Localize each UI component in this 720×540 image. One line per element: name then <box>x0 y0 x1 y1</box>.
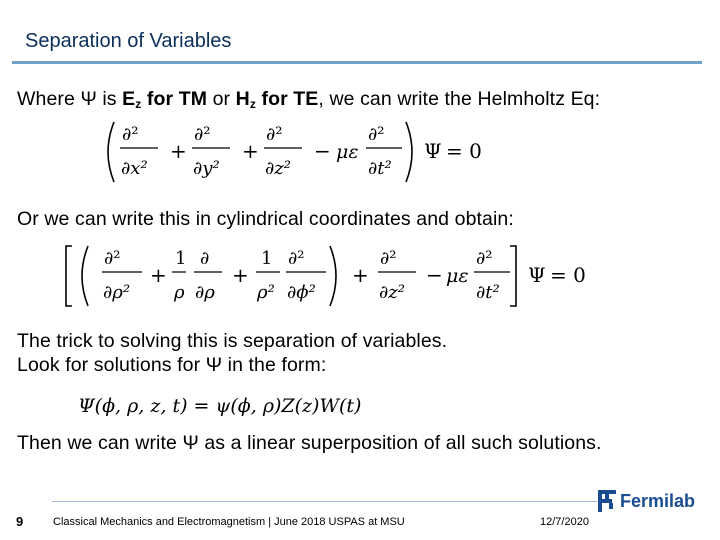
svg-text:∂t²: ∂t² <box>476 282 500 303</box>
svg-text:−: − <box>314 139 331 163</box>
equation-helmholtz-cartesian <box>100 118 500 191</box>
svg-text:∂z²: ∂z² <box>265 158 292 179</box>
fermilab-logo <box>598 490 695 512</box>
line1-pre: Where Ψ is <box>17 88 123 110</box>
svg-text:+: + <box>352 263 369 287</box>
svg-text:∂ρ²: ∂ρ² <box>103 282 131 303</box>
text-line-solution-form: Look for solutions for Ψ in the form: <box>17 354 327 376</box>
fermilab-logo-icon <box>598 490 616 512</box>
svg-text:= 0: = 0 <box>446 139 482 163</box>
svg-text:∂y²: ∂y² <box>193 158 220 179</box>
text-line-cylindrical: Or we can write this in cylindrical coordinates and obtain: <box>17 208 514 230</box>
slide-title: Separation of Variables <box>25 30 232 52</box>
svg-text:με: με <box>446 265 469 287</box>
text-line-superposition: Then we can write Ψ as a linear superposition of all such solutions. <box>17 432 602 454</box>
equation-helmholtz-cylindrical <box>62 242 602 315</box>
svg-text:−: − <box>426 263 443 287</box>
svg-text:∂z²: ∂z² <box>379 282 406 303</box>
line1-hz: $H_z$ for TE <box>235 88 319 111</box>
svg-text:1: 1 <box>261 248 273 269</box>
svg-text:∂t²: ∂t² <box>368 158 392 179</box>
svg-text:∂²: ∂² <box>476 248 493 269</box>
line1-ez: $E_z$ for TM <box>122 88 208 111</box>
footer-divider <box>52 501 597 502</box>
line1-post: , we can write the Helmholtz Eq: <box>318 88 601 110</box>
svg-text:∂²: ∂² <box>368 124 385 145</box>
text-line-trick: The trick to solving this is separation of variables. <box>17 330 448 352</box>
svg-text:+: + <box>150 263 167 287</box>
svg-text:∂²: ∂² <box>380 248 397 269</box>
svg-text:με: με <box>336 141 359 163</box>
svg-text:∂²: ∂² <box>122 124 139 145</box>
svg-text:+: + <box>232 263 249 287</box>
fermilab-logo-text: Fermilab <box>620 490 696 511</box>
line1-mid: or <box>207 88 236 110</box>
title-divider <box>12 61 702 64</box>
equation-separation-form <box>78 390 418 425</box>
svg-text:∂ρ: ∂ρ <box>195 282 215 303</box>
svg-text:Ψ(ϕ, ρ, z, t) = ψ(ϕ, ρ)Z(z)W(t: Ψ(ϕ, ρ, z, t) = ψ(ϕ, ρ)Z(z)W(t) <box>78 395 362 417</box>
footer-course-text: Classical Mechanics and Electromagnetism | June 2018 USPAS at MSU <box>53 516 405 528</box>
text-line-helmholtz-intro <box>17 87 600 116</box>
svg-text:= 0: = 0 <box>550 263 586 287</box>
svg-text:∂²: ∂² <box>266 124 283 145</box>
svg-text:+: + <box>170 139 187 163</box>
footer-date: 12/7/2020 <box>540 516 589 528</box>
svg-text:∂x²: ∂x² <box>121 158 148 179</box>
svg-text:ρ: ρ <box>174 282 185 303</box>
page-number: 9 <box>16 514 24 529</box>
svg-text:Ψ: Ψ <box>424 139 442 163</box>
svg-text:+: + <box>242 139 259 163</box>
svg-text:1: 1 <box>175 248 187 269</box>
svg-text:∂²: ∂² <box>104 248 121 269</box>
svg-text:Ψ: Ψ <box>528 263 546 287</box>
svg-text:∂ϕ²: ∂ϕ² <box>287 282 316 303</box>
svg-text:ρ²: ρ² <box>257 282 275 303</box>
svg-text:∂²: ∂² <box>194 124 211 145</box>
svg-text:∂²: ∂² <box>288 248 305 269</box>
svg-text:∂: ∂ <box>200 248 210 269</box>
